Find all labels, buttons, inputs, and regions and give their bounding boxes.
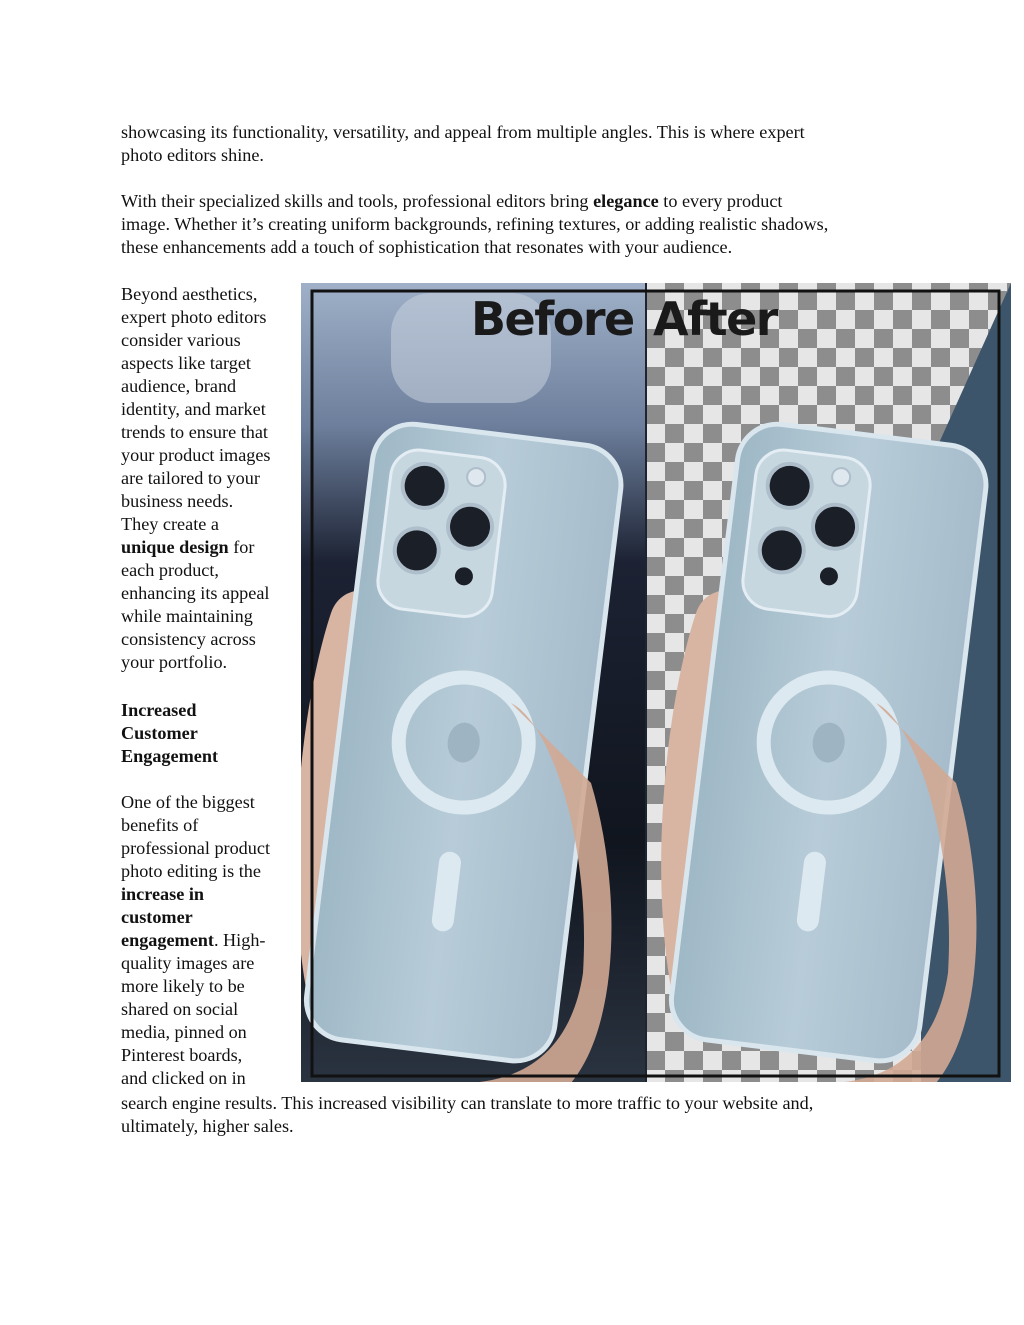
after-label: After (653, 292, 777, 346)
text-line: are tailored to your (121, 468, 260, 488)
text-line: media, pinned on (121, 1022, 247, 1042)
heading-line: Engagement (121, 746, 218, 766)
text-line: for (228, 537, 255, 557)
text-line: search engine results. This increased visibility can translate to more traffic to your website and, (121, 1093, 814, 1113)
bold-term-line: engagement (121, 930, 214, 950)
text-line: and clicked on in (121, 1068, 246, 1088)
text-line: audience, brand (121, 376, 237, 396)
text-line: enhancing its appeal (121, 583, 270, 603)
text-line: They create a (121, 514, 219, 534)
before-label: Before (471, 292, 634, 346)
text-line: professional product (121, 838, 270, 858)
text-line: benefits of (121, 815, 199, 835)
text-line: these enhancements add a touch of sophistication that resonates with your audience. (121, 237, 733, 257)
bold-term-elegance: elegance (593, 191, 659, 211)
bold-term-line: increase in (121, 884, 205, 904)
text-line: photo editing is the (121, 861, 261, 881)
text-line: more likely to be (121, 976, 245, 996)
text-line: With their specialized skills and tools, professional editors bring (121, 191, 594, 211)
text-line: trends to ensure that (121, 422, 268, 442)
paragraph-engagement-continued (121, 1092, 941, 1138)
text-line: . High- (213, 930, 266, 950)
text-line: photo editors shine. (121, 145, 264, 165)
text-line: business needs. (121, 491, 234, 511)
text-line: ultimately, higher sales. (121, 1116, 294, 1136)
heading-line: Customer (121, 723, 198, 743)
text-line: Pinterest boards, (121, 1045, 243, 1065)
bold-term-unique-design: unique design (121, 537, 229, 557)
text-line: showcasing its functionality, versatility, and appeal from multiple angles. This is where expert (121, 122, 805, 142)
text-line: shared on social (121, 999, 239, 1019)
text-line: image. Whether it’s creating uniform backgrounds, refining textures, or adding realistic shadows, (121, 214, 829, 234)
paragraph-intro-continued (121, 121, 921, 167)
text-line: each product, (121, 560, 219, 580)
text-line: Beyond aesthetics, (121, 284, 258, 304)
paragraph-elegance (121, 190, 921, 259)
before-after-image (301, 283, 1011, 1082)
text-line: consider various (121, 330, 241, 350)
text-line: while maintaining (121, 606, 253, 626)
before-after-illustration (301, 283, 1011, 1082)
paragraph-beyond-aesthetics (121, 283, 296, 674)
paragraph-engagement (121, 791, 296, 1090)
section-heading (121, 699, 296, 768)
text-line: to every product (658, 191, 783, 211)
heading-line: Increased (121, 700, 197, 720)
text-line: consistency across (121, 629, 256, 649)
text-line: One of the biggest (121, 792, 255, 812)
text-line: quality images are (121, 953, 255, 973)
bold-term-line: customer (121, 907, 193, 927)
text-line: your portfolio. (121, 652, 228, 672)
text-line: identity, and market (121, 399, 266, 419)
text-line: expert photo editors (121, 307, 267, 327)
text-line: your product images (121, 445, 271, 465)
text-line: aspects like target (121, 353, 251, 373)
